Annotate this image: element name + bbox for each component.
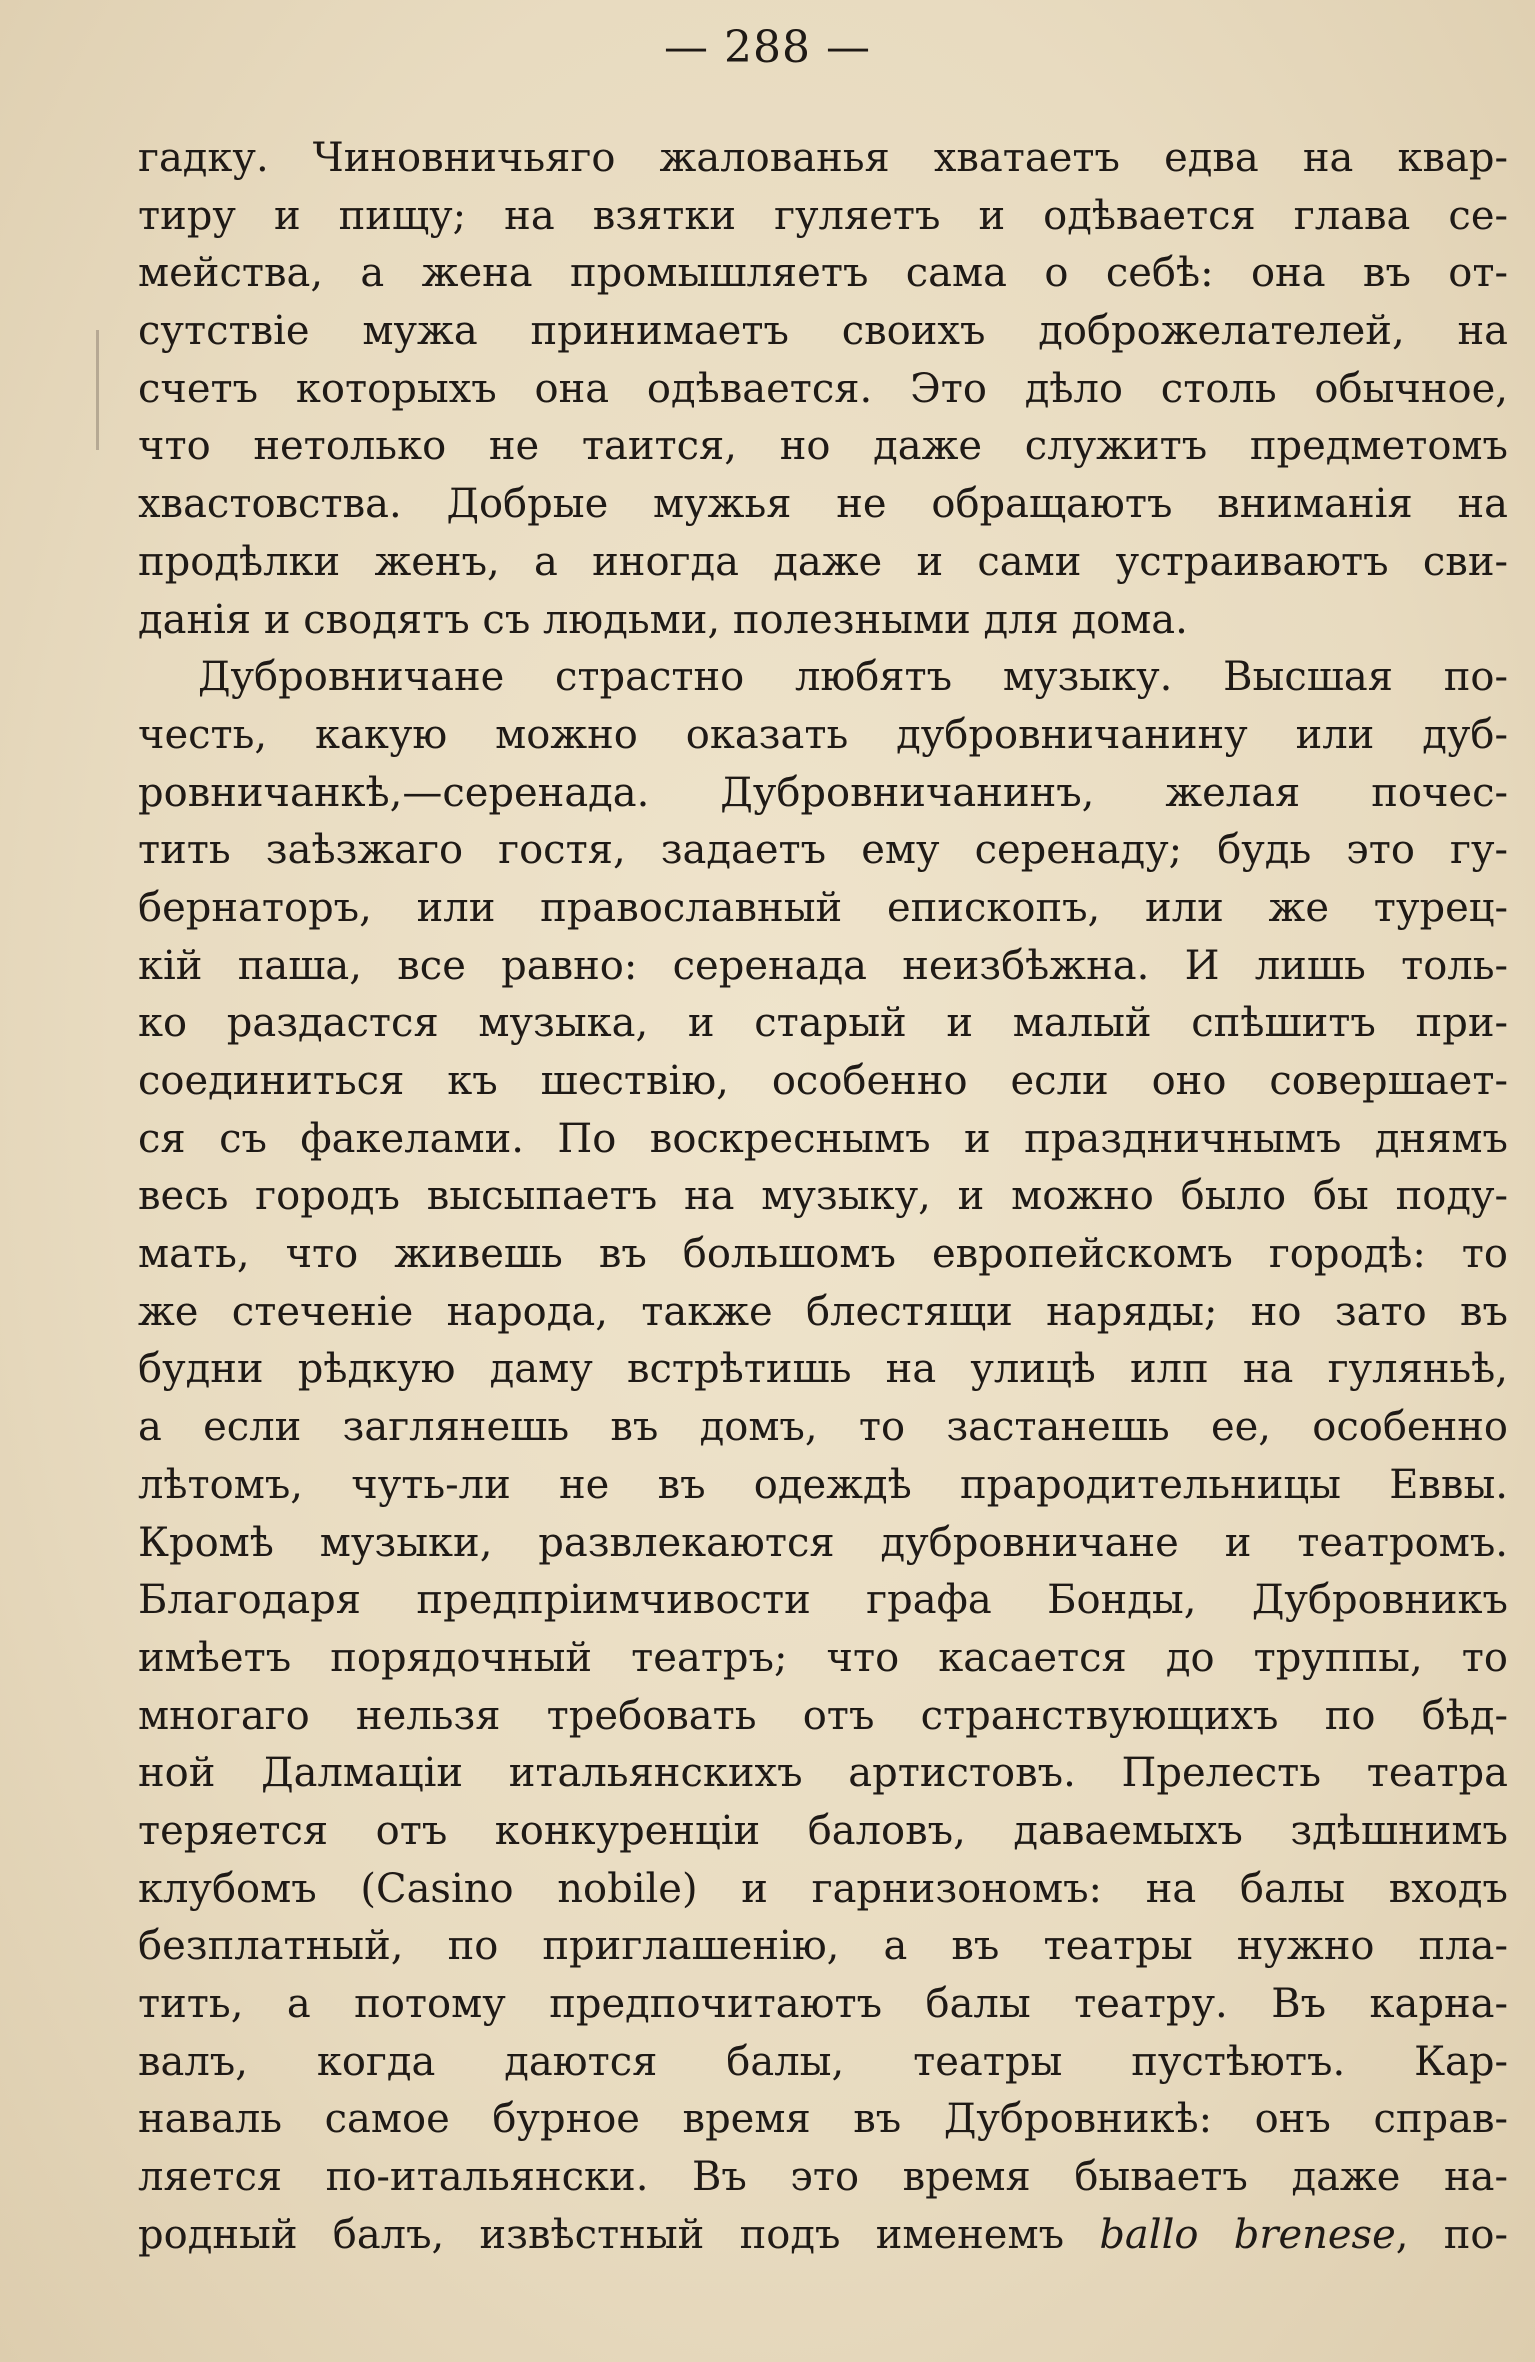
- text-line: тиру и пищу; на взятки гуляетъ и одѣвается глава се-: [138, 192, 1508, 239]
- text-line: гадку. Чиновничьяго жалованья хватаетъ едва на квар-: [138, 135, 1508, 181]
- text-line: данія и сводятъ съ людьми, полезными для дома.: [138, 596, 1188, 643]
- last-text-line: [138, 2207, 1508, 2265]
- text-line: ко раздастся музыка, и старый и малый спѣшитъ при-: [138, 1000, 1508, 1047]
- text-line: лѣтомъ, чуть-ли не въ одеждѣ прародительницы Еввы.: [138, 1461, 1508, 1508]
- body-text: [138, 130, 1508, 2264]
- text-line: а если заглянешь въ домъ, то застанешь ее, особенно: [138, 1404, 1508, 1451]
- text-line: тить заѣзжаго гостя, задаетъ ему серенаду; будь это гу-: [138, 827, 1508, 874]
- text-line: ной Далмаціи итальянскихъ артистовъ. Прелесть театра: [138, 1750, 1508, 1797]
- text-line: будни рѣдкую даму встрѣтишь на улицѣ илп на гуляньѣ,: [138, 1346, 1508, 1393]
- text-line: ровничанкѣ,—серенада. Дубровничанинъ, желая почес-: [138, 769, 1508, 816]
- text-line: мейства, а жена промышляетъ сама о себѣ: она въ от-: [138, 250, 1508, 297]
- page-number: — 288 —: [664, 22, 871, 73]
- text-line: безплатный, по приглашенію, а въ театры нужно пла-: [138, 1923, 1508, 1970]
- last-line-end: , по-: [1395, 2211, 1509, 2258]
- text-line: весь городъ высыпаетъ на музыку, и можно было бы поду-: [138, 1173, 1508, 1220]
- text-line: Кромѣ музыки, развлекаются дубровничане и театромъ.: [138, 1519, 1508, 1566]
- text-line: что нетолько не таится, но даже служитъ предметомъ: [138, 423, 1508, 470]
- last-line-start: родный балъ, извѣстный подъ именемъ: [138, 2211, 1100, 2258]
- italic-term: ballo brenese: [1099, 2211, 1396, 2258]
- text-line: же стеченіе народа, также блестящи наряды; но зато въ: [138, 1288, 1508, 1335]
- text-line: Благодаря предпріимчивости графа Бонды, Дубровникъ: [138, 1577, 1508, 1624]
- text-line: соединиться къ шествію, особенно если оно совершает-: [138, 1058, 1508, 1104]
- text-line: валъ, когда даются балы, театры пустѣютъ. Кар-: [138, 2038, 1508, 2085]
- text-line: бернаторъ, или православный епископъ, или же турец-: [138, 884, 1508, 931]
- text-line: мать, что живешь въ большомъ европейскомъ городѣ: то: [138, 1231, 1508, 1278]
- text-line: имѣетъ порядочный театръ; что касается до труппы, то: [138, 1634, 1508, 1681]
- margin-mark: [96, 330, 99, 450]
- text-line: клубомъ (Casino nobile) и гарнизономъ: на балы входъ: [138, 1865, 1508, 1912]
- text-line: наваль самое бурное время въ Дубровникѣ: онъ справ-: [138, 2096, 1508, 2143]
- text-line: кій паша, все равно: серенада неизбѣжна. И лишь толь-: [138, 942, 1508, 989]
- text-line: продѣлки женъ, а иногда даже и сами устраиваютъ сви-: [138, 538, 1508, 585]
- text-line: ляется по-итальянски. Въ это время бываетъ даже на-: [138, 2154, 1508, 2201]
- text-line: честь, какую можно оказать дубровничанину или дуб-: [138, 711, 1508, 758]
- text-line: теряется отъ конкуренціи баловъ, даваемыхъ здѣшнимъ: [138, 1807, 1508, 1854]
- paragraph-start-line: Дубровничане страстно любятъ музыку. Высшая по-: [198, 654, 1508, 701]
- text-line: сутствіе мужа принимаетъ своихъ доброжелателей, на: [138, 308, 1508, 355]
- text-line: многаго нельзя требовать отъ странствующихъ по бѣд-: [138, 1692, 1508, 1739]
- text-line: хвастовства. Добрые мужья не обращаютъ вниманія на: [138, 481, 1508, 528]
- text-line: тить, а потому предпочитаютъ балы театру. Въ карна-: [138, 1981, 1508, 2027]
- text-line: ся съ факелами. По воскреснымъ и праздничнымъ днямъ: [138, 1115, 1508, 1162]
- text-line: счетъ которыхъ она одѣвается. Это дѣло столь обычное,: [138, 365, 1508, 412]
